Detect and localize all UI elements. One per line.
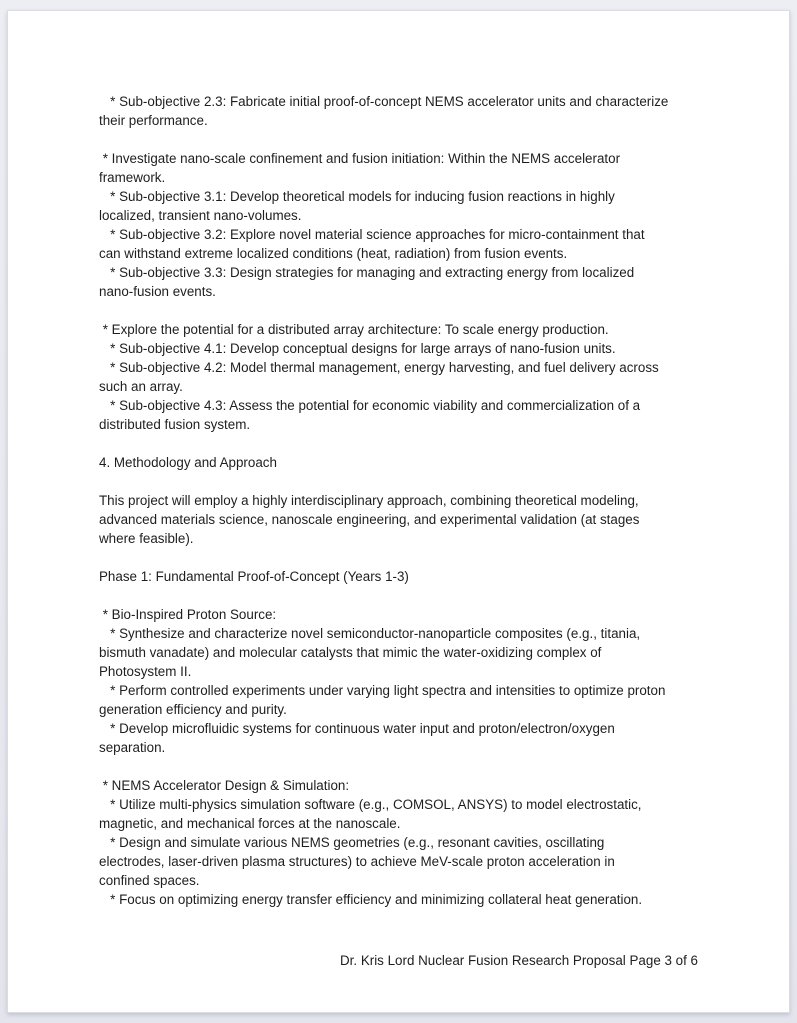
text-line: * Sub-objective 4.1: Develop conceptual designs for large arrays of nano-fusion units. (99, 341, 616, 356)
text-line (99, 130, 779, 149)
text-line: * Explore the potential for a distributed array architecture: To scale energy production. (99, 322, 609, 337)
text-line: can withstand extreme localized conditions (heat, radiation) from fusion events. (99, 246, 568, 261)
document-body (99, 92, 779, 909)
text-line: * Bio-Inspired Proton Source: (99, 607, 277, 622)
text-line: Photosystem II. (99, 664, 192, 679)
text-line: * Design and simulate various NEMS geometries (e.g., resonant cavities, oscillating (99, 835, 605, 850)
text-line: * Sub-objective 3.2: Explore novel material science approaches for micro-containment that (99, 227, 645, 242)
text-line: * NEMS Accelerator Design & Simulation: (99, 778, 350, 793)
text-line: * Perform controlled experiments under varying light spectra and intensities to optimize proton (99, 683, 666, 698)
text-line: * Sub-objective 3.1: Develop theoretical models for inducing fusion reactions in highly (99, 189, 615, 204)
text-line: * Synthesize and characterize novel semiconductor-nanoparticle composites (e.g., titania, (99, 626, 641, 641)
text-line: their performance. (99, 113, 208, 128)
text-line: distributed fusion system. (99, 417, 251, 432)
text-line: * Sub-objective 3.3: Design strategies for managing and extracting energy from localized (99, 265, 635, 280)
text-line: * Sub-objective 2.3: Fabricate initial proof-of-concept NEMS accelerator units and characterize (99, 94, 669, 109)
text-line (99, 434, 779, 453)
text-line: * Sub-objective 4.2: Model thermal management, energy harvesting, and fuel delivery across (99, 360, 659, 375)
text-line: such an array. (99, 379, 183, 394)
text-line: where feasible). (99, 531, 194, 546)
text-line: * Sub-objective 4.3: Assess the potential for economic viability and commercialization of a (99, 398, 641, 413)
text-line (99, 472, 779, 491)
text-line (99, 757, 779, 776)
text-line: generation efficiency and purity. (99, 702, 287, 717)
text-line: confined spaces. (99, 873, 200, 888)
text-line: * Focus on optimizing energy transfer efficiency and minimizing collateral heat generation. (99, 892, 643, 907)
text-line: 4. Methodology and Approach (99, 455, 277, 470)
text-line: localized, transient nano-volumes. (99, 208, 302, 223)
text-line: * Utilize multi-physics simulation software (e.g., COMSOL, ANSYS) to model electrostatic, (99, 797, 642, 812)
text-line (99, 586, 779, 605)
text-line: electrodes, laser-driven plasma structures) to achieve MeV-scale proton acceleration in (99, 854, 615, 869)
text-line: advanced materials science, nanoscale engineering, and experimental validation (at stages (99, 512, 640, 527)
text-line: magnetic, and mechanical forces at the nanoscale. (99, 816, 401, 831)
text-line: bismuth vanadate) and molecular catalysts that mimic the water-oxidizing complex of (99, 645, 602, 660)
text-line: * Investigate nano-scale confinement and fusion initiation: Within the NEMS accelerator (99, 151, 621, 166)
document-page (7, 10, 790, 1013)
text-line: This project will employ a highly interdisciplinary approach, combining theoretical modeling, (99, 493, 639, 508)
text-line: framework. (99, 170, 166, 185)
page-footer: Dr. Kris Lord Nuclear Fusion Research Proposal Page 3 of 6 (339, 953, 698, 968)
text-line (99, 548, 779, 567)
text-line: nano-fusion events. (99, 284, 216, 299)
text-line: separation. (99, 740, 166, 755)
text-line (99, 301, 779, 320)
text-line: Phase 1: Fundamental Proof-of-Concept (Years 1-3) (99, 569, 409, 584)
text-line: * Develop microfluidic systems for continuous water input and proton/electron/oxygen (99, 721, 615, 736)
